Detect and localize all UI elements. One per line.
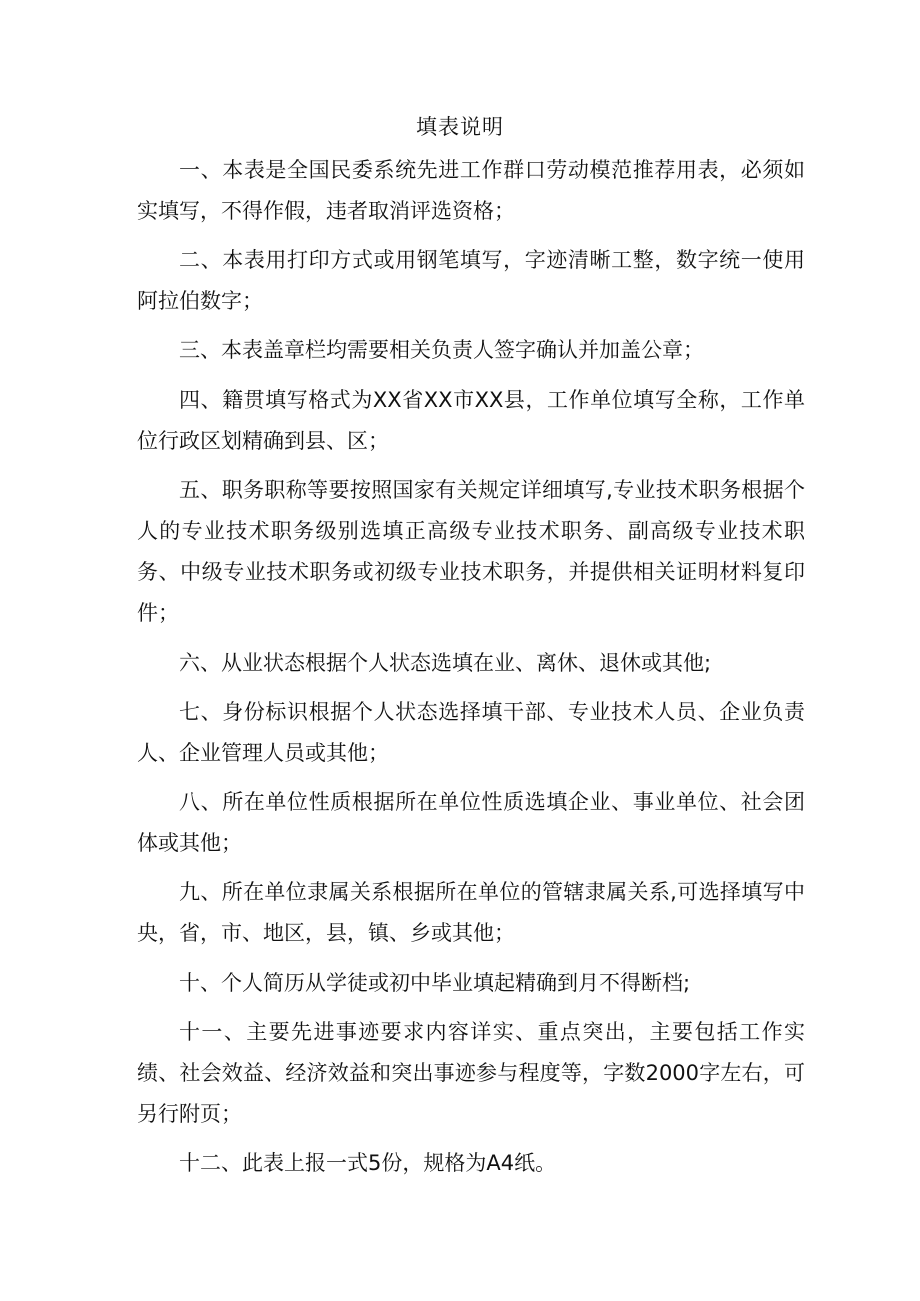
instruction-item-12: 十二、此表上报一式5份，规格为A4纸。	[179, 1151, 557, 1175]
instruction-item-7: 七、身份标识根据个人状态选择填干部、专业技术人员、企业负责人、企业管理人员或其他；	[137, 700, 805, 765]
instructions-body	[137, 150, 805, 1184]
instruction-item-8: 八、所在单位性质根据所在单位性质选填企业、事业单位、社会团体或其他；	[137, 790, 805, 855]
instruction-item-6: 六、从业状态根据个人状态选填在业、离休、退休或其他;	[179, 651, 712, 675]
instruction-item-3: 三、本表盖章栏均需要相关负责人签字确认并加盖公章；	[179, 338, 704, 362]
instruction-item-9: 九、所在单位隶属关系根据所在单位的管辖隶属关系,可选择填写中央，省，市、地区，县，镇、乡或其他；	[137, 880, 805, 945]
instruction-item-1: 一、本表是全国民委系统先进工作群口劳动模范推荐用表，必须如实填写，不得作假，违者取消评选资格；	[137, 158, 805, 223]
instruction-item-11: 十一、主要先进事迹要求内容详实、重点突出，主要包括工作实绩、社会效益、经济效益和突出事迹参与程度等，字数2000字左右，可另行附页；	[137, 1020, 805, 1126]
instruction-item-5: 五、职务职称等要按照国家有关规定详细填写,专业技术职务根据个人的专业技术职务级别选填正高级专业技术职务、副高级专业技术职务、中级专业技术职务或初级专业技术职务，并提供相关证明材料复印件；	[137, 478, 805, 625]
page-title: 填表说明	[416, 115, 504, 139]
instruction-item-10: 十、个人简历从学徒或初中毕业填起精确到月不得断档;	[179, 971, 691, 995]
instruction-item-2: 二、本表用打印方式或用钢笔填写，字迹清晰工整，数字统一使用阿拉伯数字；	[137, 248, 805, 313]
instruction-item-4: 四、籍贯填写格式为XX省XX市XX县，工作单位填写全称，工作单位行政区划精确到县、区；	[137, 388, 805, 453]
